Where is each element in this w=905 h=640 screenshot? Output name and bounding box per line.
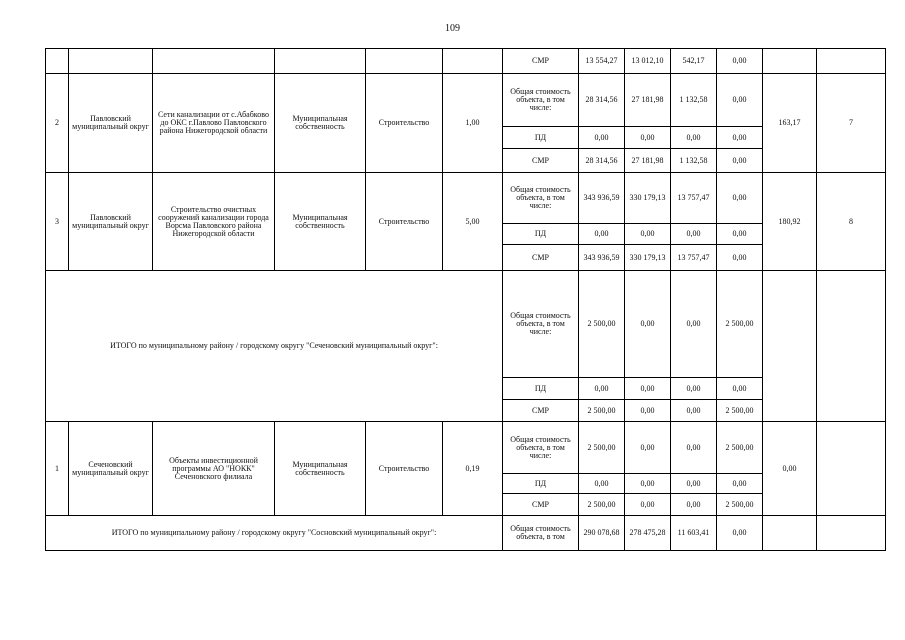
cell-column-b: 8 — [817, 173, 886, 271]
cell-value: 343 936,59 — [579, 173, 625, 224]
cell-empty — [817, 271, 886, 422]
cell-value: 0,00 — [671, 422, 717, 474]
cell-value: 0,00 — [625, 422, 671, 474]
cell-cost-type: Общая стоимость объекта, в том числе: — [503, 74, 579, 127]
cell-district: Павловский муниципальный округ — [69, 74, 153, 173]
cell-empty — [46, 49, 69, 74]
cell-object-name: Сети канализации от с.Абабково до ОКС г.Павлово Павловского района Нижегородской области — [153, 74, 275, 173]
cell-item-number: 1 — [46, 422, 69, 516]
cell-value: 0,00 — [717, 224, 763, 245]
cell-value: 0,00 — [671, 494, 717, 516]
cell-column-a: 0,00 — [763, 422, 817, 516]
cell-value: 0,00 — [625, 127, 671, 149]
cell-cost-type: ПД — [503, 474, 579, 494]
cell-value: 2 500,00 — [579, 494, 625, 516]
cell-value: 13 012,10 — [625, 49, 671, 74]
cell-value: 0,00 — [625, 474, 671, 494]
cell-capacity: 5,00 — [443, 173, 503, 271]
cell-ownership: Муниципальная собственность — [275, 173, 366, 271]
total-label: ИТОГО по муниципальному району / городскому округу "Сеченовский муниципальный округ": — [46, 271, 503, 422]
cell-district: Сеченовский муниципальный округ — [69, 422, 153, 516]
cell-cost-type: СМР — [503, 400, 579, 422]
cell-capacity: 0,19 — [443, 422, 503, 516]
cell-empty — [763, 271, 817, 422]
cell-cost-type: Общая стоимость объекта, в том — [503, 516, 579, 551]
cell-value: 2 500,00 — [579, 422, 625, 474]
cell-cost-type: ПД — [503, 224, 579, 245]
cell-item-number: 2 — [46, 74, 69, 173]
cell-value: 2 500,00 — [717, 271, 763, 378]
cell-ownership: Муниципальная собственность — [275, 422, 366, 516]
cell-cost-type: СМР — [503, 149, 579, 173]
cell-value: 0,00 — [671, 474, 717, 494]
cell-value: 13 757,47 — [671, 245, 717, 271]
cell-value: 27 181,98 — [625, 74, 671, 127]
table-row — [46, 74, 886, 127]
cell-value: 290 078,68 — [579, 516, 625, 551]
cell-empty — [817, 49, 886, 74]
cell-value: 2 500,00 — [717, 494, 763, 516]
cell-empty — [817, 422, 886, 516]
cell-value: 1 132,58 — [671, 74, 717, 127]
cell-value: 330 179,13 — [625, 173, 671, 224]
cell-value: 2 500,00 — [579, 271, 625, 378]
cell-value: 0,00 — [671, 224, 717, 245]
cell-value: 0,00 — [625, 271, 671, 378]
cell-work-type: Строительство — [366, 422, 443, 516]
total-label: ИТОГО по муниципальному району / городскому округу "Сосновский муниципальный округ": — [46, 516, 503, 551]
cell-value: 0,00 — [717, 49, 763, 74]
table-row — [46, 271, 886, 378]
cell-value: 0,00 — [625, 224, 671, 245]
cell-empty — [763, 49, 817, 74]
cell-value: 11 603,41 — [671, 516, 717, 551]
table-row — [46, 516, 886, 551]
table-row — [46, 49, 886, 74]
cell-column-b: 7 — [817, 74, 886, 173]
cell-value: 0,00 — [717, 245, 763, 271]
cell-cost-type: СМР — [503, 49, 579, 74]
cell-column-a: 163,17 — [763, 74, 817, 173]
cell-value: 0,00 — [717, 516, 763, 551]
cell-value: 2 500,00 — [717, 400, 763, 422]
investment-table — [45, 48, 886, 551]
cell-cost-type: СМР — [503, 245, 579, 271]
cell-cost-type: Общая стоимость объекта, в том числе: — [503, 422, 579, 474]
cell-value: 0,00 — [671, 127, 717, 149]
cell-empty — [69, 49, 153, 74]
cell-value: 1 132,58 — [671, 149, 717, 173]
cell-value: 0,00 — [579, 224, 625, 245]
cell-object-name: Строительство очистных сооружений канализации города Ворсма Павловского района Нижегородской области — [153, 173, 275, 271]
cell-value: 2 500,00 — [717, 422, 763, 474]
cell-capacity: 1,00 — [443, 74, 503, 173]
cell-value: 0,00 — [671, 378, 717, 400]
table-row — [46, 173, 886, 224]
cell-value: 0,00 — [625, 494, 671, 516]
cell-value: 0,00 — [625, 400, 671, 422]
cell-value: 542,17 — [671, 49, 717, 74]
cell-value: 0,00 — [579, 127, 625, 149]
cell-value: 0,00 — [717, 378, 763, 400]
cell-value: 13 554,27 — [579, 49, 625, 74]
cell-value: 27 181,98 — [625, 149, 671, 173]
cell-value: 0,00 — [717, 127, 763, 149]
cell-value: 0,00 — [625, 378, 671, 400]
cell-value: 343 936,59 — [579, 245, 625, 271]
cell-value: 28 314,56 — [579, 74, 625, 127]
cell-empty — [763, 516, 817, 551]
cell-ownership: Муниципальная собственность — [275, 74, 366, 173]
cell-item-number: 3 — [46, 173, 69, 271]
cell-value: 13 757,47 — [671, 173, 717, 224]
cell-empty — [443, 49, 503, 74]
cell-cost-type: ПД — [503, 127, 579, 149]
table-row — [46, 422, 886, 474]
cell-cost-type: ПД — [503, 378, 579, 400]
cell-empty — [817, 516, 886, 551]
cell-column-a: 180,92 — [763, 173, 817, 271]
cell-value: 0,00 — [717, 149, 763, 173]
cell-empty — [153, 49, 275, 74]
cell-work-type: Строительство — [366, 173, 443, 271]
cell-cost-type: СМР — [503, 494, 579, 516]
cell-district: Павловский муниципальный округ — [69, 173, 153, 271]
cell-work-type: Строительство — [366, 74, 443, 173]
cell-value: 0,00 — [717, 474, 763, 494]
cell-value: 330 179,13 — [625, 245, 671, 271]
cell-value: 0,00 — [579, 378, 625, 400]
cell-object-name: Объекты инвестиционной программы АО "НОКК" Сеченовского филиала — [153, 422, 275, 516]
cell-value: 0,00 — [717, 74, 763, 127]
cell-cost-type: Общая стоимость объекта, в том числе: — [503, 173, 579, 224]
cell-value: 28 314,56 — [579, 149, 625, 173]
cell-value: 0,00 — [671, 271, 717, 378]
cell-value: 0,00 — [671, 400, 717, 422]
cell-value: 2 500,00 — [579, 400, 625, 422]
cell-value: 0,00 — [579, 474, 625, 494]
page-number: 109 — [445, 23, 460, 34]
cell-value: 278 475,28 — [625, 516, 671, 551]
cell-empty — [366, 49, 443, 74]
cell-empty — [275, 49, 366, 74]
cell-value: 0,00 — [717, 173, 763, 224]
cell-cost-type: Общая стоимость объекта, в том числе: — [503, 271, 579, 378]
